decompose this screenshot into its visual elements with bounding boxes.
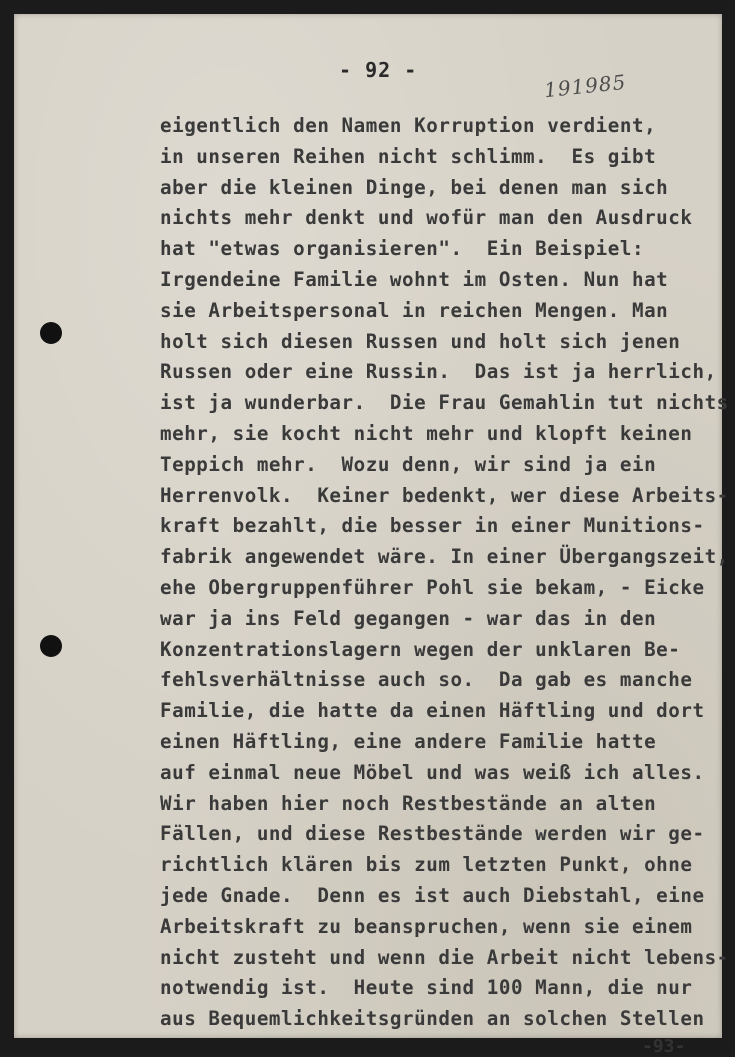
typewritten-text	[160, 111, 729, 1035]
text-line: nichts mehr denkt und wofür man den Ausdruck	[160, 206, 693, 230]
text-line: Fällen, und diese Restbestände werden wir ge-	[160, 822, 705, 846]
text-line: ist ja wunderbar. Die Frau Gemahlin tut nichts	[160, 391, 729, 415]
text-line: jede Gnade. Denn es ist auch Diebstahl, eine	[160, 883, 705, 907]
text-line: aus Bequemlichkeitsgründen an solchen Stellen	[160, 1007, 705, 1031]
text-line: in unseren Reihen nicht schlimm. Es gibt	[160, 144, 657, 168]
text-line: nicht zusteht und wenn die Arbeit nicht lebens-	[160, 945, 729, 969]
handwritten-archive-number: 191985	[542, 69, 628, 103]
text-line: hat "etwas organisieren". Ein Beispiel:	[160, 237, 645, 261]
text-line: Teppich mehr. Wozu denn, wir sind ja ein	[160, 452, 657, 476]
page-number: - 92 -	[339, 58, 418, 82]
text-line: ehe Obergruppenführer Pohl sie bekam, - Eicke	[160, 575, 705, 599]
text-line: war ja ins Feld gegangen - war das in den	[160, 606, 657, 630]
text-line: auf einmal neue Möbel und was weiß ich alles.	[160, 760, 705, 784]
text-line: Arbeitskraft zu beanspruchen, wenn sie einem	[160, 914, 693, 938]
text-line: sie Arbeitspersonal in reichen Mengen. Man	[160, 298, 669, 322]
text-line: Wir haben hier noch Restbestände an alten	[160, 791, 657, 815]
text-line: holt sich diesen Russen und holt sich jenen	[160, 329, 681, 353]
text-line: kraft bezahlt, die besser in einer Munitions-	[160, 514, 705, 538]
text-line: Russen oder eine Russin. Das ist ja herrlich,	[160, 360, 717, 384]
punch-hole	[40, 322, 62, 344]
text-line: Familie, die hatte da einen Häftling und dort	[160, 699, 705, 723]
text-line: eigentlich den Namen Korruption verdient,	[160, 114, 657, 137]
text-line: fehlsverhältnisse auch so. Da gab es manche	[160, 668, 693, 692]
text-line: notwendig ist. Heute sind 100 Mann, die nur	[160, 976, 693, 1000]
text-line: einen Häftling, eine andere Familie hatte	[160, 729, 657, 753]
text-line: Herrenvolk. Keiner bedenkt, wer diese Arbeits-	[160, 483, 729, 507]
text-line: fabrik angewendet wäre. In einer Übergangszeit,	[160, 545, 729, 569]
text-line: mehr, sie kocht nicht mehr und klopft keinen	[160, 421, 693, 445]
text-line: Irgendeine Familie wohnt im Osten. Nun hat	[160, 267, 669, 291]
text-line: richtlich klären bis zum letzten Punkt, ohne	[160, 853, 693, 877]
punch-hole	[40, 635, 62, 657]
text-line: aber die kleinen Dinge, bei denen man sich	[160, 175, 669, 199]
document-page	[14, 14, 729, 1057]
text-line: Konzentrationslagern wegen der unklaren Be-	[160, 637, 681, 661]
next-page-marker: -93-	[642, 1036, 686, 1057]
